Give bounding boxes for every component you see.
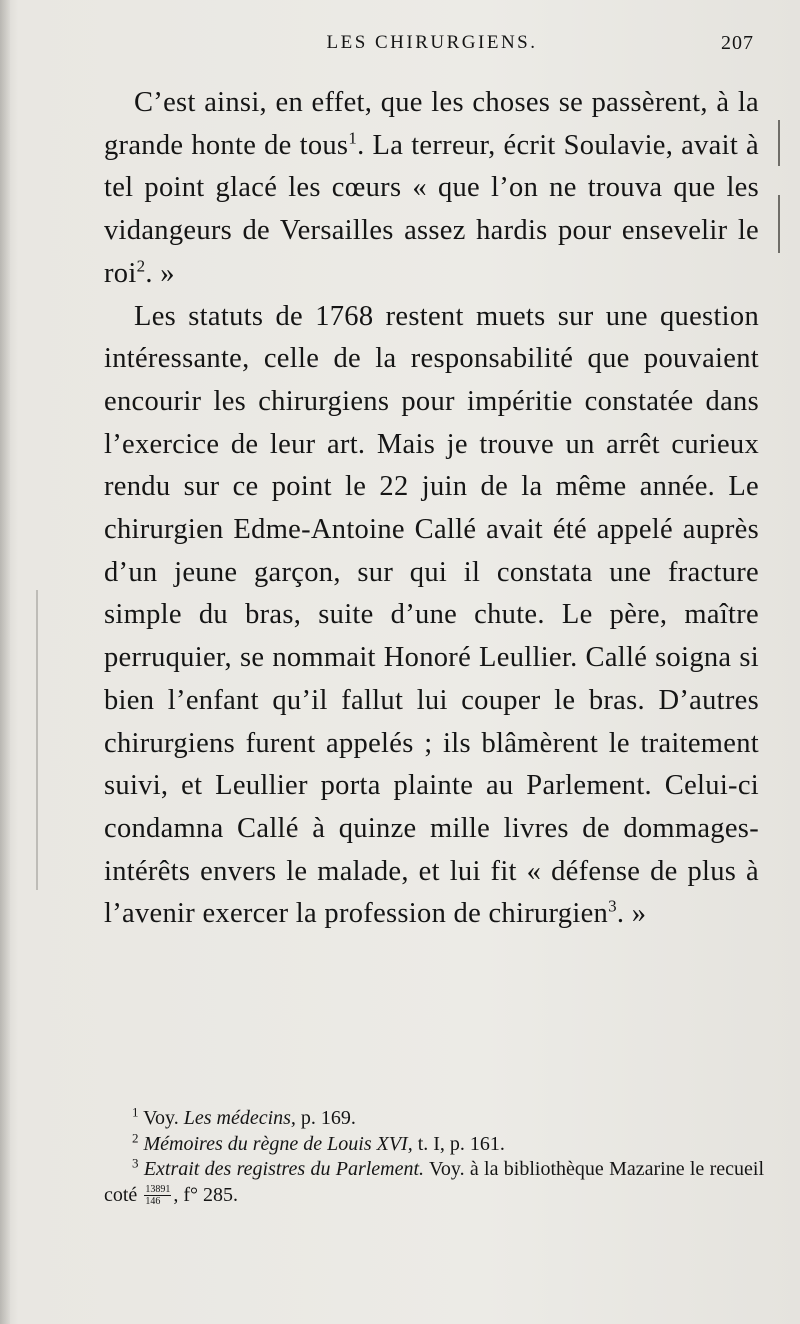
paragraph xyxy=(104,296,759,937)
margin-mark-upper xyxy=(778,195,780,253)
text-run: C’est ainsi, en effet, que les choses se passèrent, à la grande honte de tous xyxy=(104,87,759,161)
shelfmark-fraction xyxy=(144,1184,171,1207)
text-run: p. 169. xyxy=(295,1107,356,1129)
margin-mark-left xyxy=(36,590,38,890)
footnote xyxy=(104,1157,764,1208)
text-run: Voy. xyxy=(143,1107,184,1129)
footnote xyxy=(104,1129,764,1158)
footnote-reference: 1 xyxy=(348,128,358,148)
italic-title: Les médecins, xyxy=(183,1107,296,1129)
footnote-reference: 2 xyxy=(136,256,146,276)
fraction-numerator: 13891 xyxy=(145,1184,171,1196)
fraction-denominator: 146 xyxy=(145,1196,161,1208)
text-run: . La terreur, écrit Soulavie, avait à tel point glacé les cœurs « que l’on ne trouva que les vidangeurs de Versailles assez hardis pour ensevelir le roi xyxy=(104,129,759,289)
text-run: , f° 285. xyxy=(173,1183,238,1206)
footnote-number: 2 xyxy=(132,1129,139,1145)
running-head xyxy=(104,30,760,56)
text-run: . » xyxy=(145,257,175,289)
footnote-number: 1 xyxy=(132,1104,139,1120)
running-title: LES CHIRURGIENS. xyxy=(326,32,538,53)
text-run: Voy. à la bibliothèque Mazarine le recueil coté xyxy=(104,1158,765,1206)
footnotes xyxy=(104,1106,764,1208)
body-text xyxy=(104,82,759,936)
page-number: 207 xyxy=(721,32,754,54)
text-run: Les statuts de 1768 restent muets sur une question intéressante, celle de la responsabilité que pouvaient encourir les chirurgiens pour impéritie constatée dans l’exercice de leur art. Mais je trouve un arrêt curieux rendu sur ce point le 22 juin de la même année. Le chirurgien Edme-Antoine Callé avait été appelé auprès d’un jeune garçon, sur qui il constata une fracture simple du bras, suite d’une chute. Le père, maître perruquier, se nommait Honoré Leullier. Callé soigna si bien l’enfant qu’il fallut lui couper le bras. D’autres chirurgiens furent appelés ; ils blâmèrent le traitement suivi, et Leullier porta plainte au Parlement. Celui-ci condamna Callé à quinze mille livres de dommages-intérêts envers le malade, et lui fit « défense de plus à l’avenir exercer la profession de chirurgien xyxy=(104,300,759,930)
italic-title: Extrait des registres du Parlement. xyxy=(143,1158,425,1180)
margin-mark-top xyxy=(778,120,780,166)
footnote-number: 3 xyxy=(132,1155,139,1171)
footnote-reference: 3 xyxy=(608,896,617,916)
footnote xyxy=(104,1106,764,1132)
paragraph xyxy=(104,82,759,296)
text-run: t. I, p. 161. xyxy=(412,1132,505,1155)
italic-title: Mémoires du règne de Louis XVI, xyxy=(143,1132,413,1155)
text-run: . » xyxy=(616,898,647,930)
page-edge-shadow xyxy=(0,0,10,1324)
